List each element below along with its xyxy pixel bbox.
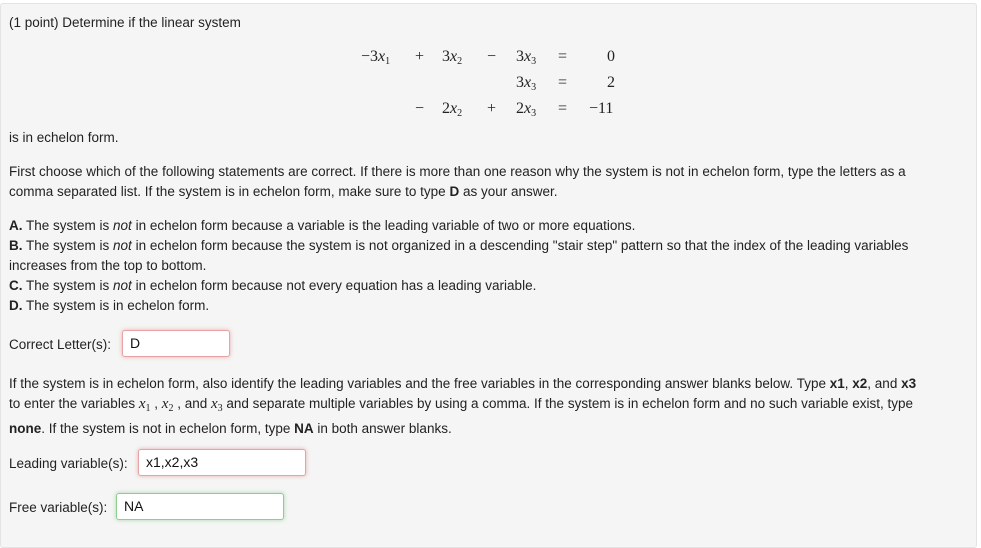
free-variables-input[interactable]: NA xyxy=(116,493,284,520)
sys-r1-op2: − xyxy=(487,48,497,65)
problem-header xyxy=(9,13,956,33)
sys-r2-eq: = xyxy=(558,74,568,91)
sys-r2-t3: $3x_3$ xyxy=(516,74,537,93)
sys-r1-t1: $-3x_1$ xyxy=(361,48,391,67)
options-list xyxy=(9,216,956,316)
sys-r3-op2: + xyxy=(487,100,497,117)
sys-r3-rhs: −11 xyxy=(589,100,614,117)
option-c: C. The system is not in echelon form because not every equation has a leading variable. xyxy=(9,278,537,293)
leading-variables-label: Leading variable(s): xyxy=(9,456,128,471)
variables-instructions-line-1: If the system is in echelon form, also identify the leading variables and the free variables in the corresponding answer blanks below. Type x1, x2, and x3 xyxy=(9,376,917,391)
problem-points: (1 point) xyxy=(9,15,59,30)
sys-r1-t3: $3x_3$ xyxy=(516,48,537,67)
option-d: D. The system is in echelon form. xyxy=(9,298,210,313)
leading-variables-input[interactable]: x1,x2,x3 xyxy=(138,449,306,476)
option-b: B. The system is not in echelon form because the system is not organized in a descending "stair step" pattern so that the index of the leading variables xyxy=(9,238,909,253)
correct-letters-label: Correct Letter(s): xyxy=(9,337,112,352)
variables-instructions xyxy=(9,374,956,439)
sys-r3-t2: $2x_2$ xyxy=(442,100,463,119)
sys-r1-op1: + xyxy=(415,48,425,65)
problem-intro: Determine if the linear system xyxy=(62,15,241,30)
sys-r1-t2: $3x_2$ xyxy=(442,48,463,67)
sys-r1-eq: = xyxy=(558,48,568,65)
sys-r3-op1: − xyxy=(415,100,425,117)
instructions-line-2: comma separated list. If the system is in echelon form, make sure to type D as your answer. xyxy=(9,184,558,199)
sys-r3-eq: = xyxy=(558,100,568,117)
correct-letters-input[interactable]: D xyxy=(122,330,230,357)
free-variables-label: Free variable(s): xyxy=(9,500,108,515)
after-system-text: is in echelon form. xyxy=(9,130,119,145)
sys-r2-rhs: 2 xyxy=(607,74,615,91)
problem-panel xyxy=(0,3,977,548)
instructions-line-1: First choose which of the following statements are correct. If there is more than one reason why the system is not in echelon form, type the letters as a xyxy=(9,164,906,179)
option-b-continued: increases from the top to bottom. xyxy=(9,258,207,273)
sys-r1-rhs: 0 xyxy=(607,48,615,65)
sys-r3-t3: $2x_3$ xyxy=(516,100,537,119)
instructions-paragraph xyxy=(9,162,956,202)
variables-instructions-line-3: none. If the system is not in echelon form, type NA in both answer blanks. xyxy=(9,421,452,436)
variables-instructions-line-2: to enter the variables $x_1$ , $x_2$ , and $x_3$ and separate multiple variables by using a comma. If the system is in echelon form and no such variable exist, type xyxy=(9,396,913,414)
option-a: A. The system is not in echelon form because a variable is the leading variable of two or more equations. xyxy=(9,218,636,233)
